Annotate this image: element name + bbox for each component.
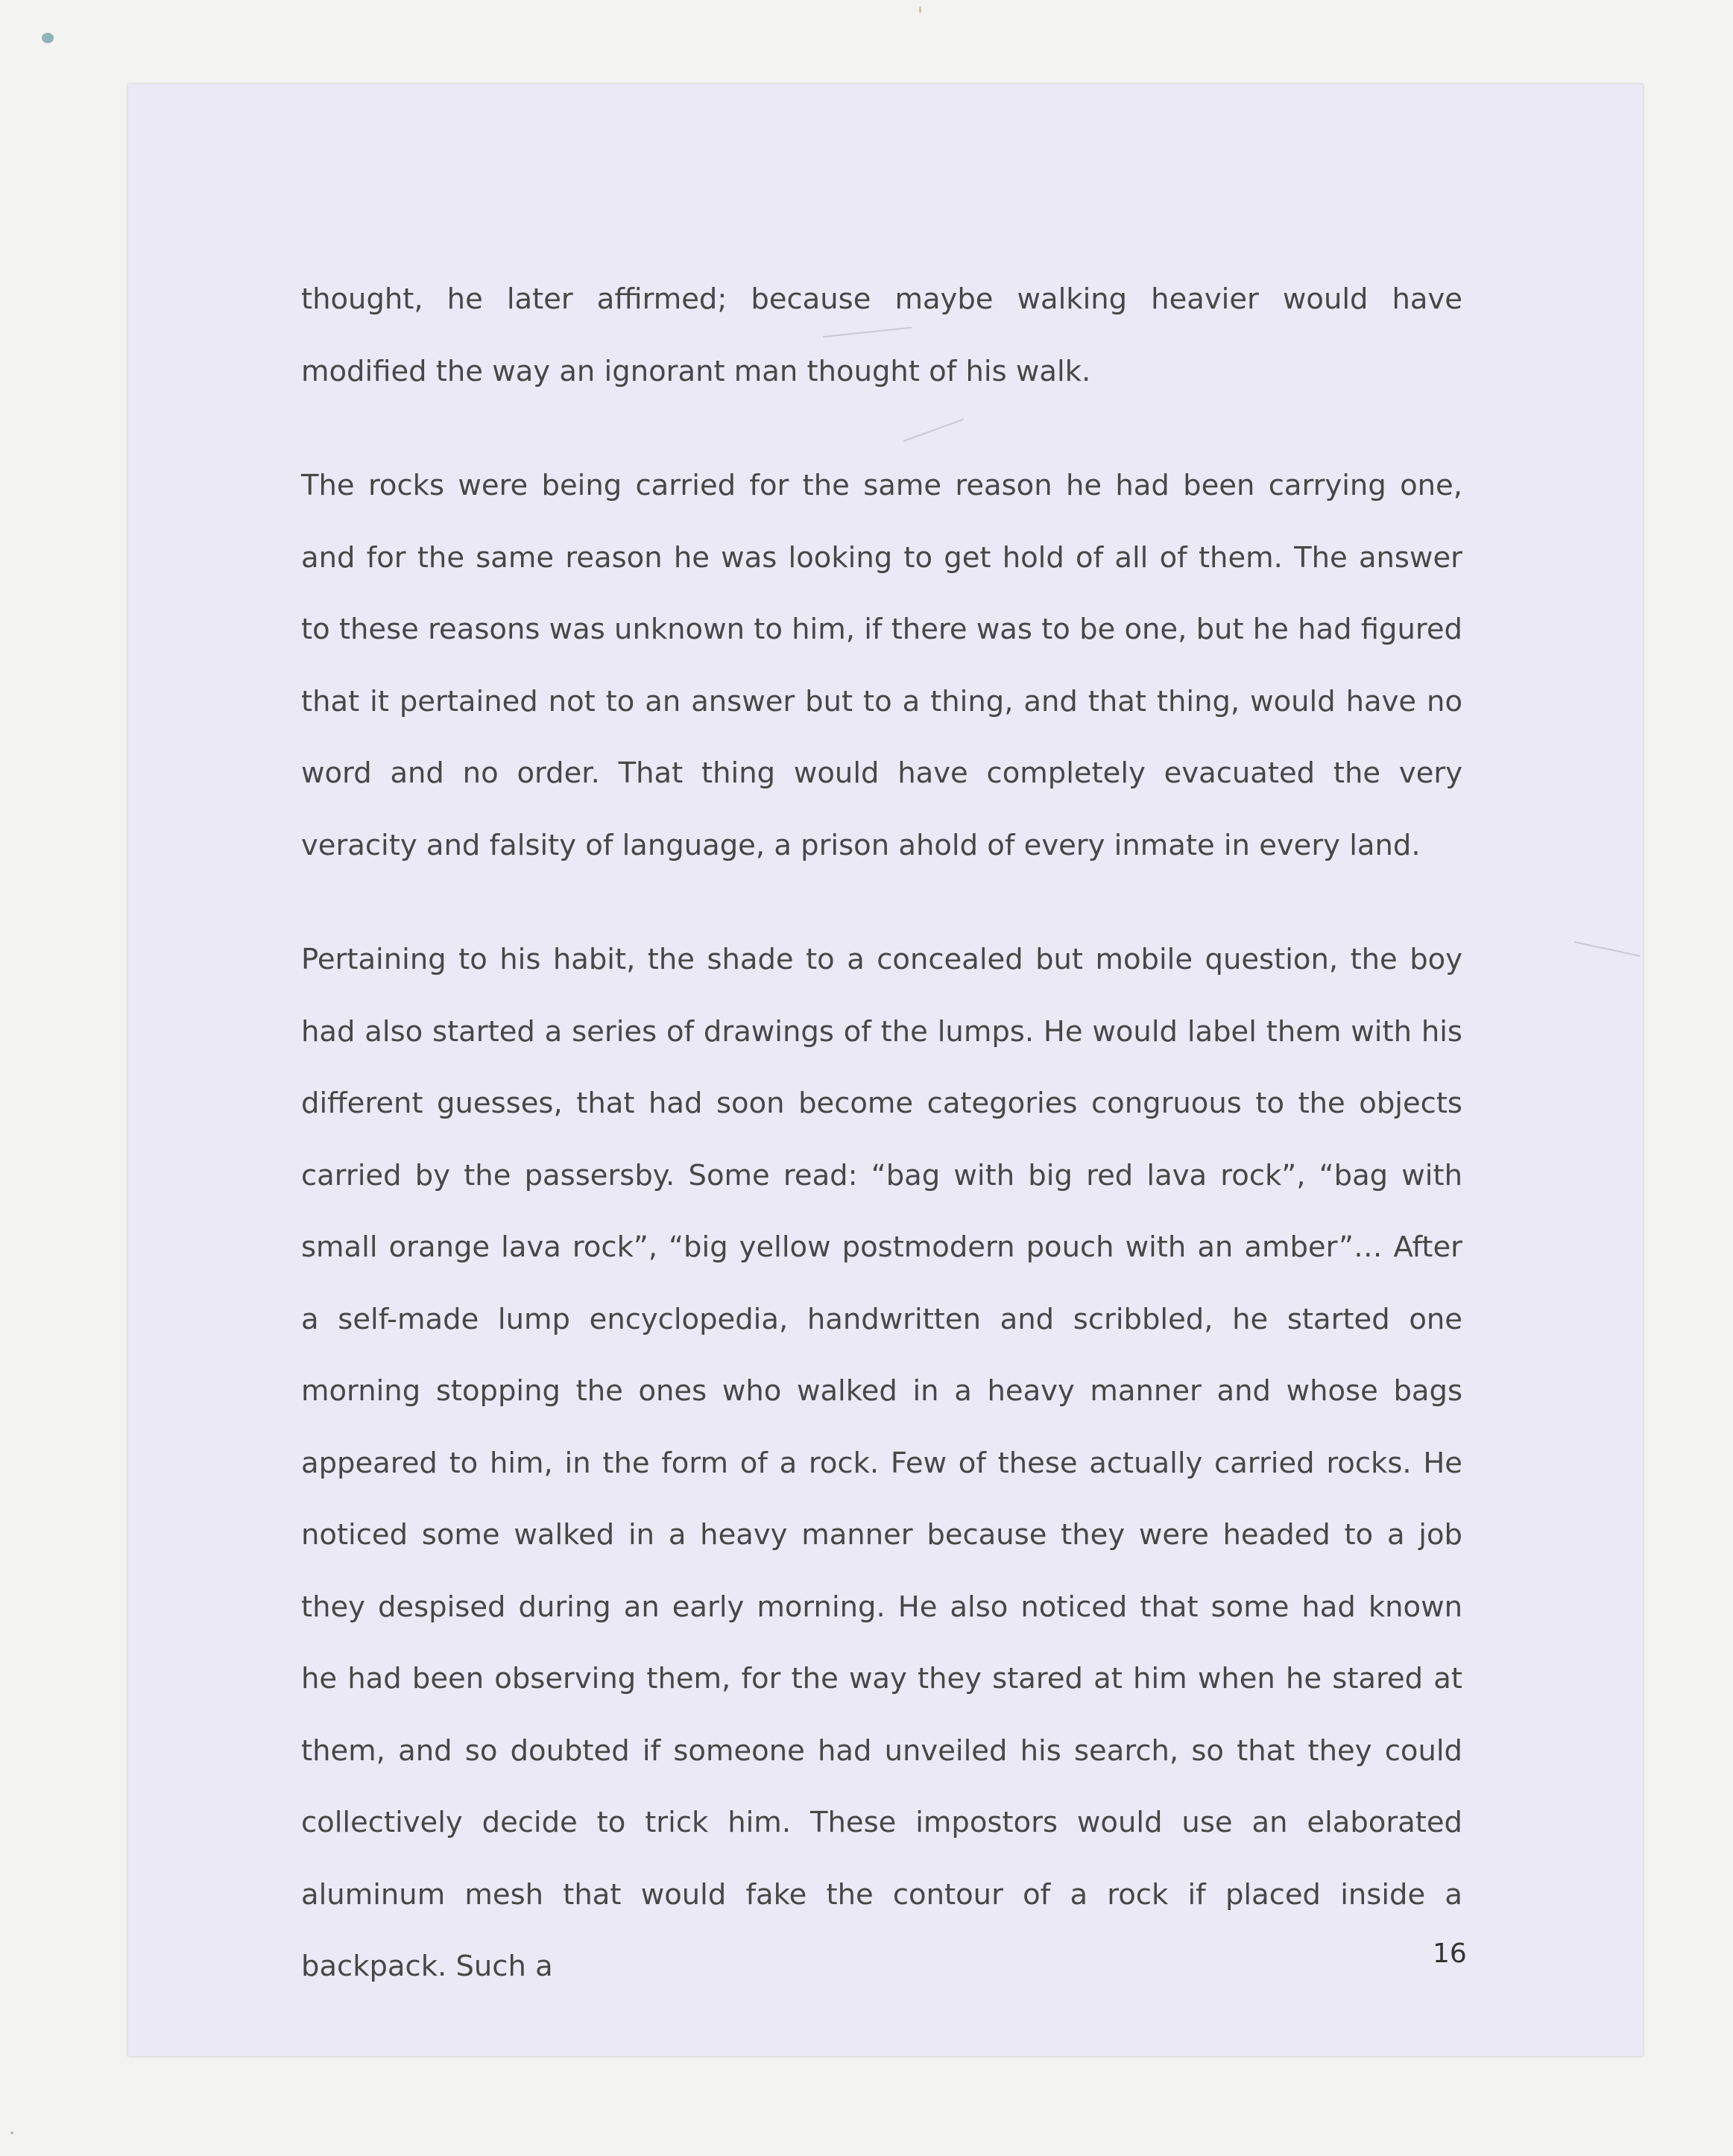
paragraph-3: Pertaining to his habit, the shade to a concealed but mobile question, the boy had also started a series of drawings of the lumps. He would label them with his different guesses, that had soon become categories congruous to the objects carried by the passersby. Some read: “bag with big red lava rock”, “bag with small orange lava rock”, “big yellow postmodern pouch with an amber”… After a self-made lump encyclopedia, handwritten and scribbled, he started one morning stopping the ones who walked in a heavy manner and whose bags appeared to him, in the form of a rock. Few of these actually carried rocks. He noticed some walked in a heavy manner because they were headed to a job they despised during an early morning. He also noticed that some had known he had been observing them, for the way they stared at him when he stared at them, and so doubted if someone had unveiled his search, so that they could collectively decide to trick him. These impostors would use an elaborated aluminum mesh that would fake the contour of a rock if placed inside a backpack. Such a (301, 943, 1462, 1983)
scan-scratch (1574, 941, 1640, 957)
page-number: 16 (1433, 1938, 1467, 1969)
body-text (301, 264, 1467, 2046)
paragraph-2: The rocks were being carried for the same reason he had been carrying one, and for the same reason he was looking to get hold of all of them. The answer to these reasons was unknown to him, if there was to be one, but he had figured that it pertained not to an answer but to a thing, and that thing, would have no word and no order. That thing would have completely evacuated the very veracity and falsity of language, a prison ahold of every inmate in every land. (301, 469, 1462, 862)
paragraph-1: thought, he later affirmed; because maybe walking heavier would have modified the way an ignorant man thought of his walk. (301, 282, 1462, 388)
dust-speck (10, 2131, 13, 2134)
ink-speck (42, 33, 54, 43)
dust-speck (919, 6, 921, 13)
